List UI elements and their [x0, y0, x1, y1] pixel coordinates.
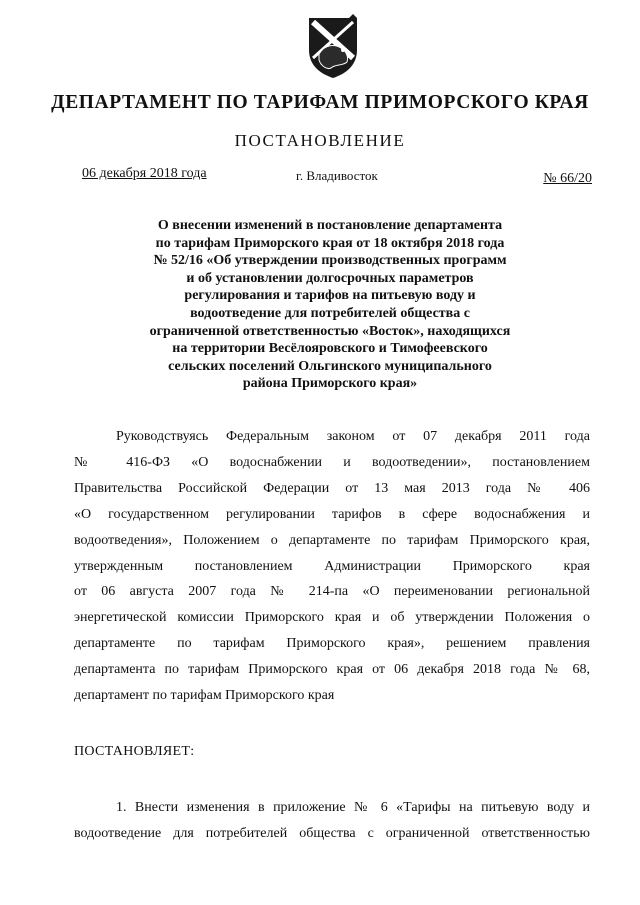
- subject-line: О внесении изменений в постановление департамента: [157, 218, 503, 233]
- subject-line: района Приморского края»: [242, 376, 418, 392]
- paragraph-line: департамент по тарифам Приморского края: [74, 688, 335, 704]
- document-subject: [100, 217, 560, 393]
- document-type: ПОСТАНОВЛЕНИЕ: [234, 131, 406, 150]
- document-city: г. Владивосток: [296, 168, 378, 183]
- paragraph-line: Руководствуясь Федеральным законом от 07 декабря 2011 года: [116, 429, 590, 444]
- paragraph-line: «О государственном регулировании тарифов в сфере водоснабжения и: [74, 506, 590, 522]
- paragraph-line: департаменте по тарифам Приморского края», решением правления: [74, 636, 590, 652]
- paragraph-line: 1. Внести изменения в приложение № 6 «Тарифы на питьевую воду и: [116, 800, 590, 815]
- subject-line: по тарифам Приморского края от 18 октября 2018 года: [155, 235, 505, 251]
- document-number: № 66/20: [543, 171, 592, 186]
- subject-line: № 52/16 «Об утверждении производственных программ: [153, 253, 507, 269]
- subject-line: сельских поселений Ольгинского муниципального: [168, 358, 492, 374]
- subject-line: регулирования и тарифов на питьевую воду и: [184, 288, 476, 304]
- preamble-paragraph: [74, 424, 590, 709]
- paragraph-line: № 416-ФЗ «О водоснабжении и водоотведении», постановлением: [74, 454, 590, 470]
- item-1-paragraph: [74, 795, 590, 847]
- subject-line: на территории Весёлояровского и Тимофеевского: [172, 341, 488, 357]
- subject-line: и об установлении долгосрочных параметров: [186, 270, 474, 286]
- resolve-heading: ПОСТАНОВЛЯЕТ:: [74, 744, 195, 759]
- primorsky-krai-coat-of-arms-icon: [305, 14, 361, 80]
- paragraph-line: утвержденным постановлением Администрации Приморского края: [74, 558, 590, 574]
- paragraph-line: Правительства Российской Федерации от 13 мая 2013 года № 406: [74, 480, 590, 496]
- subject-line: ограниченной ответственностью «Восток», находящихся: [149, 323, 511, 339]
- subject-line: водоотведение для потребителей общества с: [190, 305, 470, 321]
- paragraph-line: энергетической комиссии Приморского края и об утверждении Положения о: [74, 610, 590, 626]
- paragraph-line: от 06 августа 2007 года № 214-па «О переименовании региональной: [74, 584, 590, 600]
- paragraph-line: водоотведение для потребителей общества с ограниченной ответственностью: [74, 825, 590, 841]
- paragraph-line: водоотведения», Положением о департаменте по тарифам Приморского края,: [74, 532, 590, 548]
- document-date: 06 декабря 2018 года: [82, 166, 207, 181]
- department-title: ДЕПАРТАМЕНТ ПО ТАРИФАМ ПРИМОРСКОГО КРАЯ: [51, 92, 589, 113]
- paragraph-line: департамента по тарифам Приморского края от 06 декабря 2018 года № 68,: [74, 662, 590, 678]
